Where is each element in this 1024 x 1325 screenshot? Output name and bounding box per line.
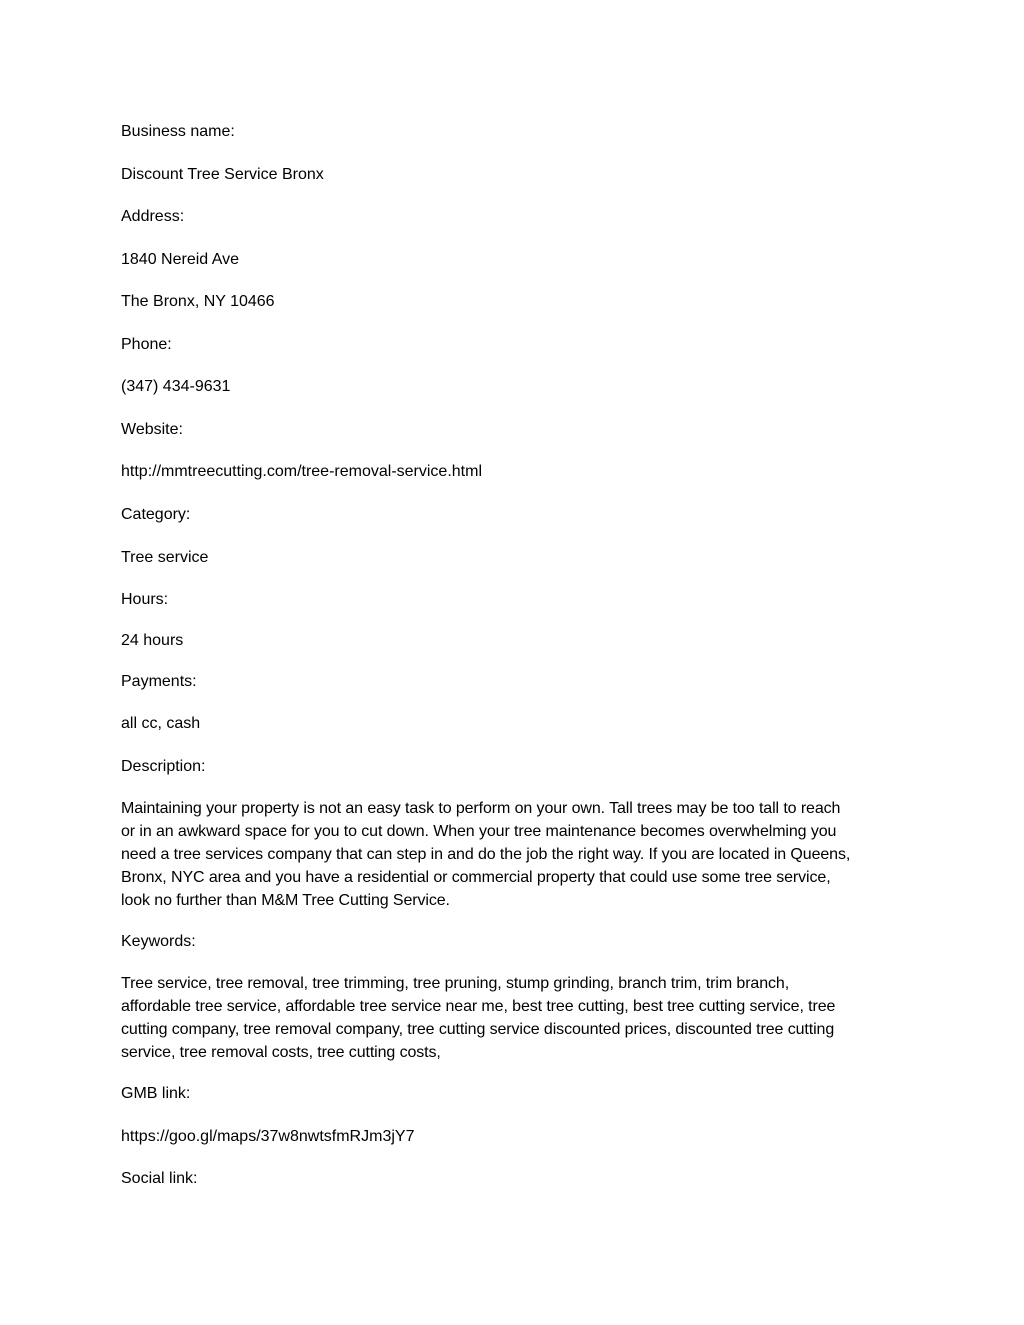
hours-value: 24 hours (121, 632, 184, 649)
gmb-link-label: GMB link: (121, 1085, 191, 1102)
address-line-2: The Bronx, NY 10466 (121, 293, 275, 310)
website-link[interactable]: http://mmtreecutting.com/tree-removal-service.html (121, 463, 482, 480)
description-line: Bronx, NYC area and you have a residential or commercial property that could use some tree service, (121, 869, 831, 886)
keywords-line: service, tree removal costs, tree cutting costs, (121, 1044, 441, 1061)
phone-label: Phone: (121, 336, 172, 353)
description-line: or in an awkward space for you to cut down. When your tree maintenance becomes overwhelming you (121, 823, 837, 840)
description-label: Description: (121, 758, 206, 775)
address-label: Address: (121, 208, 185, 225)
category-value: Tree service (121, 549, 209, 566)
payments-label: Payments: (121, 673, 197, 690)
description-line: look no further than M&M Tree Cutting Service. (121, 892, 450, 909)
keywords-line: Tree service, tree removal, tree trimming, tree pruning, stump grinding, branch trim, trim branch, (121, 975, 790, 992)
payments-value: all cc, cash (121, 715, 201, 732)
website-label: Website: (121, 421, 183, 438)
keywords-label: Keywords: (121, 933, 196, 950)
business-name-value: Discount Tree Service Bronx (121, 166, 324, 183)
gmb-link[interactable]: https://goo.gl/maps/37w8nwtsfmRJm3jY7 (121, 1128, 415, 1145)
hours-label: Hours: (121, 591, 169, 608)
description-line: Maintaining your property is not an easy task to perform on your own. Tall trees may be too tall to reach (121, 800, 841, 817)
category-label: Category: (121, 506, 191, 523)
description-line: need a tree services company that can step in and do the job the right way. If you are located in Queens, (121, 846, 851, 863)
phone-value: (347) 434-9631 (121, 378, 231, 395)
keywords-line: cutting company, tree removal company, tree cutting service discounted prices, discounted tree cutting (121, 1021, 835, 1038)
keywords-line: affordable tree service, affordable tree service near me, best tree cutting, best tree cutting service, tree (121, 998, 836, 1015)
social-link-label: Social link: (121, 1170, 198, 1187)
address-line-1: 1840 Nereid Ave (121, 251, 240, 268)
business-name-label: Business name: (121, 123, 235, 140)
